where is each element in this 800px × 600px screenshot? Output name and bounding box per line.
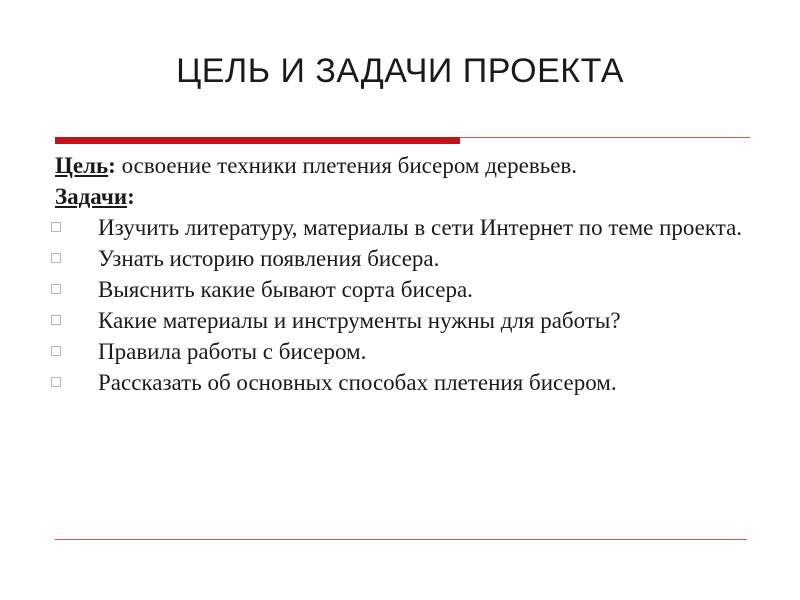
accent-rule-thick [55, 137, 460, 144]
accent-rule-thin [460, 137, 750, 138]
hollow-square-icon [51, 222, 61, 232]
bottom-rule [55, 539, 747, 540]
goal-text: освоение техники плетения бисером деревьев. [115, 153, 578, 178]
tasks-colon: : [127, 184, 135, 209]
list-item [55, 214, 755, 241]
slide-body [55, 152, 755, 400]
slide-title: ЦЕЛЬ И ЗАДАЧИ ПРОЕКТА [176, 52, 624, 90]
tasks-heading [55, 183, 755, 210]
list-item-text: Правила работы с бисером. [98, 339, 367, 364]
list-item-text: Узнать историю появления бисера. [98, 246, 440, 271]
goal-paragraph [55, 152, 755, 179]
hollow-square-icon [51, 284, 61, 294]
hollow-square-icon [51, 346, 61, 356]
list-item [55, 307, 755, 334]
list-item-text: Выяснить какие бывают сорта бисера. [98, 277, 473, 302]
list-item-text: Изучить литературу, материалы в сети Интернет по теме проекта. [98, 215, 743, 240]
hollow-square-icon [51, 253, 61, 263]
hollow-square-icon [51, 315, 61, 325]
list-item [55, 369, 755, 396]
list-item-text: Какие материалы и инструменты нужны для работы? [98, 308, 621, 333]
list-item [55, 338, 755, 365]
tasks-list [55, 214, 755, 396]
goal-colon: : [108, 153, 116, 178]
tasks-label: Задачи [55, 184, 128, 209]
list-item-text: Рассказать об основных способах плетения бисером. [98, 370, 617, 395]
list-item [55, 276, 755, 303]
goal-label: Цель [55, 153, 109, 178]
hollow-square-icon [51, 377, 61, 387]
list-item [55, 245, 755, 272]
